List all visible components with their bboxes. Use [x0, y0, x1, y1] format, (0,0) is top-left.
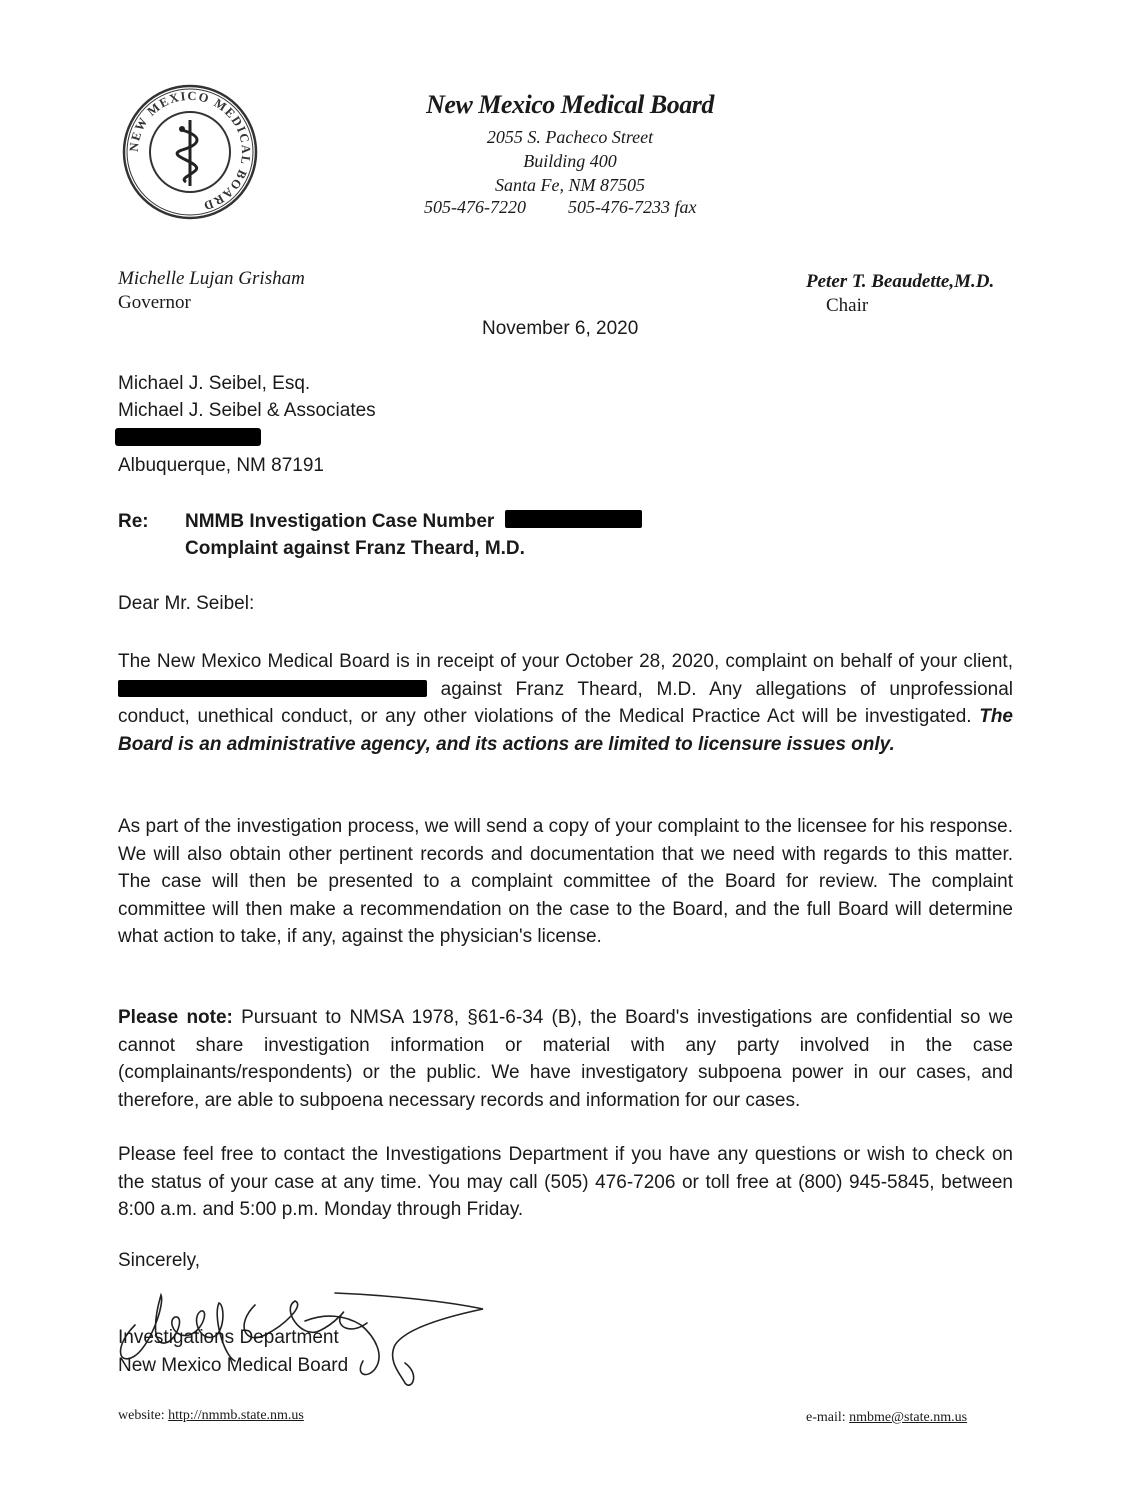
address-street: 2055 S. Pacheco Street — [486, 127, 654, 147]
re-case-number: NMMB Investigation Case Number — [185, 511, 495, 532]
chair-name: Peter T. Beaudette,M.D. — [806, 271, 995, 292]
website-label: website: — [118, 1408, 165, 1423]
re-complaint: Complaint against Franz Theard, M.D. — [185, 538, 525, 559]
redaction-bar — [118, 680, 427, 697]
paragraph-text: Pursuant to NMSA 1978, §61-6-34 (B), the Board's investigations are confidential so we cannot share investigation information or material with any party involved in the case (complainants/respondents) or the public. We have investigatory subpoena power in our cases, and therefore, are able to subpoena necessary records and information for our cases. — [118, 1007, 1014, 1111]
body-paragraph — [118, 648, 1013, 758]
email-label: e-mail: — [806, 1410, 846, 1425]
signature-department: Investigations Department — [118, 1327, 339, 1348]
body-paragraph — [118, 1004, 1013, 1114]
address-building: Building 400 — [523, 151, 617, 171]
letter-date: November 6, 2020 — [482, 318, 639, 339]
governor-name: Michelle Lujan Grisham — [118, 268, 305, 289]
address-city: Santa Fe, NM 87505 — [495, 175, 645, 195]
body-paragraph: Please feel free to contact the Investigations Department if you have any questions or wish to check on the status of your case at any time. You may call (505) 476-7206 or toll free at (800) 945-5845, between 8:00 a.m. and 5:00 p.m. Monday through Friday. — [118, 1144, 1013, 1220]
note-label: Please note: — [118, 1007, 233, 1028]
salutation: Dear Mr. Seibel: — [118, 593, 255, 614]
footer-website — [118, 1408, 304, 1424]
email-link[interactable]: nmbme@state.nm.us — [849, 1410, 968, 1425]
org-name: New Mexico Medical Board — [426, 90, 714, 119]
closing: Sincerely, — [118, 1250, 201, 1271]
governor-title: Governor — [118, 292, 191, 313]
redaction-bar — [505, 510, 642, 528]
recipient-firm: Michael J. Seibel & Associates — [118, 400, 376, 421]
seal-ring-text: NEW MEXICO MEDICAL BOARD — [126, 88, 254, 214]
nm-medical-board-seal-icon — [120, 82, 260, 222]
signature-organization: New Mexico Medical Board — [118, 1355, 349, 1376]
paragraph-text: The New Mexico Medical Board is in receipt of your October 28, 2020, complaint on behalf of your client, — [118, 651, 1013, 672]
chair-title: Chair — [826, 295, 869, 316]
paragraph-text: against Franz Theard, M.D. Any allegations of unprofessional conduct, unethical conduct, or any other violations of the Medical Practice Act will be investigated. — [118, 678, 1013, 727]
phone-number: 505-476-7220 — [424, 197, 526, 217]
redaction-bar — [115, 428, 261, 446]
body-paragraph: As part of the investigation process, we will send a copy of your complaint to the licensee for his response. We will also obtain other pertinent records and documentation that we need with regards to this matter. The case will then be presented to a complaint committee of the Board for review. The complaint committee will then make a recommendation on the case to the Board, and the full Board will determine what action to take, if any, against the physician's license. — [118, 816, 1013, 947]
website-link[interactable]: http://nmmb.state.nm.us — [168, 1408, 304, 1423]
re-label: Re: — [118, 511, 149, 532]
recipient-city: Albuquerque, NM 87191 — [118, 455, 324, 476]
paragraph-emphasis: The Board is an administrative agency, and its actions are limited to licensure issues only. — [118, 706, 1013, 755]
recipient-name: Michael J. Seibel, Esq. — [118, 373, 311, 394]
fax-number: 505-476-7233 fax — [568, 197, 697, 217]
footer-email — [806, 1410, 967, 1426]
